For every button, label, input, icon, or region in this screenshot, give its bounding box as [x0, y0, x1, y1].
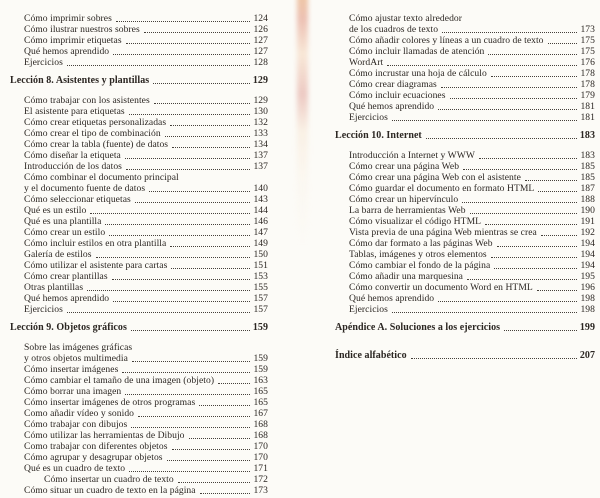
toc-entry [24, 271, 268, 282]
page-number: 190 [580, 205, 595, 216]
page-number: 194 [580, 238, 595, 249]
page-number: 153 [253, 271, 268, 282]
page-number: 198 [580, 293, 595, 304]
toc-section-heading [335, 322, 595, 333]
dot-leader [488, 54, 577, 55]
entry-title: Cómo insertar un cuadro de texto [44, 474, 174, 485]
toc-entry [349, 46, 595, 57]
toc-entry [24, 386, 268, 397]
page-number: 196 [580, 282, 595, 293]
entry-title: Cómo trabajar con los asistentes [24, 95, 150, 106]
entry-title: Cómo incluir llamadas de atención [349, 46, 485, 57]
dot-leader [126, 169, 250, 170]
entry-title: Cómo crear un estilo [24, 227, 106, 238]
page-number: 147 [253, 227, 268, 238]
page-number: 124 [253, 13, 268, 24]
toc-entry [349, 227, 595, 238]
toc-entry [24, 430, 268, 441]
page-gutter-shadow [297, 0, 308, 244]
page-number: 132 [253, 117, 268, 128]
entry-title: Cómo guardar el documento en formato HTML [349, 183, 535, 194]
toc-entry [349, 13, 595, 24]
page-number: 168 [253, 419, 268, 430]
page-number: 140 [253, 183, 268, 194]
toc-entry [24, 46, 268, 57]
toc-section-heading [10, 75, 268, 86]
entry-title: Cómo cambiar el tamaño de una imagen (objeto) [24, 375, 215, 386]
toc-entry-continuation [24, 183, 268, 194]
toc-entry [44, 474, 268, 485]
entry-title: Cómo ajustar texto alrededor [349, 13, 463, 24]
dot-leader [504, 330, 577, 331]
toc-entry [349, 304, 595, 315]
toc-entry [349, 35, 595, 46]
page-number: 171 [253, 463, 268, 474]
dot-leader [170, 246, 250, 247]
entry-title: WordArt [349, 57, 384, 68]
section-heading-label: Índice alfabético [335, 350, 407, 361]
toc-entry [24, 24, 268, 35]
page-number: 146 [253, 216, 268, 227]
entry-title: Cómo incluir estilos en otra plantilla [24, 238, 167, 249]
toc-entry [24, 205, 268, 216]
dot-leader [144, 32, 251, 33]
toc-entry [349, 194, 595, 205]
entry-title: Cómo imprimir etiquetas [24, 35, 122, 46]
page-number: 181 [580, 112, 595, 123]
toc-entry [24, 408, 268, 419]
left-page-column [10, 13, 268, 496]
dot-leader [125, 158, 251, 159]
page-number: 176 [580, 57, 595, 68]
entry-title: Como trabajar con diferentes objetos [24, 441, 168, 452]
entry-title: Cómo combinar el documento principal [24, 172, 179, 183]
dot-leader [105, 224, 250, 225]
page-number: 163 [253, 375, 268, 386]
page-number: 198 [580, 304, 595, 315]
entry-title: Como añadir vídeo y sonido [24, 408, 135, 419]
entry-title: Cómo situar un cuadro de texto en la página [24, 485, 196, 496]
entry-title: Cómo convertir un documento Word en HTML [349, 282, 533, 293]
entry-title: Qué es un cuadro de texto [24, 463, 126, 474]
entry-title: La barra de herramientas Web [349, 205, 466, 216]
section-heading-label: Lección 9. Objetos gráficos [10, 322, 127, 333]
page-number: 150 [253, 249, 268, 260]
page-number: 188 [580, 194, 595, 205]
entry-title: Cómo crear diagramas [349, 79, 437, 90]
dot-leader [200, 493, 251, 494]
page-number: 175 [580, 46, 595, 57]
section-heading-label: Lección 10. Internet [335, 130, 422, 141]
dot-leader [167, 460, 251, 461]
dot-leader [154, 103, 251, 104]
entry-title: y otros objetos multimedia [24, 353, 128, 364]
toc-entry [349, 68, 595, 79]
entry-title: Ejercicios [349, 112, 388, 123]
dot-leader [491, 257, 578, 258]
toc-entry [24, 282, 268, 293]
page-number: 199 [579, 322, 595, 333]
toc-entry [24, 150, 268, 161]
toc-entry [24, 364, 268, 375]
dot-leader [149, 191, 250, 192]
dot-leader [172, 147, 250, 148]
page-number: 127 [253, 46, 268, 57]
dot-leader [96, 257, 251, 258]
toc-entry [349, 79, 595, 90]
toc-entry [24, 227, 268, 238]
toc-entry [349, 282, 595, 293]
dot-leader [90, 213, 250, 214]
page-number: 134 [253, 139, 268, 150]
toc-entry [24, 342, 268, 353]
page-number: 175 [580, 35, 595, 46]
entry-title: Qué hemos aprendido [24, 293, 110, 304]
entry-title: Sobre las imágenes gráficas [24, 342, 133, 353]
page-number: 165 [253, 397, 268, 408]
toc-entry [24, 35, 268, 46]
entry-title: Cómo ilustrar nuestros sobres [24, 24, 140, 35]
toc-entry [24, 249, 268, 260]
toc-entry [24, 293, 268, 304]
toc-entry [349, 271, 595, 282]
entry-title: Cómo utilizar el asistente para cartas [24, 260, 168, 271]
toc-entry [349, 249, 595, 260]
dot-leader [138, 416, 250, 417]
dot-leader [411, 358, 577, 359]
dot-leader [125, 394, 250, 395]
page-number: 159 [253, 353, 268, 364]
dot-leader [170, 125, 250, 126]
page-number: 181 [580, 101, 595, 112]
toc-entry [24, 161, 268, 172]
page-number: 172 [253, 474, 268, 485]
entry-title: Introducción a Internet y WWW [349, 150, 475, 161]
entry-title: Qué es un estilo [24, 205, 87, 216]
toc-entry [24, 375, 268, 386]
page-number: 207 [579, 350, 595, 361]
dot-leader [450, 98, 578, 99]
page-number: 143 [253, 194, 268, 205]
entry-title: Cómo insertar imágenes [24, 364, 119, 375]
dot-leader [178, 482, 251, 483]
dot-leader [491, 76, 578, 77]
toc-entry [24, 441, 268, 452]
toc-entry [349, 57, 595, 68]
entry-title: Cómo crear la tabla (fuente) de datos [24, 139, 169, 150]
section-heading-label: Apéndice A. Soluciones a los ejercicios [335, 322, 501, 333]
entry-title: Qué hemos aprendido [349, 293, 435, 304]
toc-entry [349, 293, 595, 304]
dot-leader [537, 290, 578, 291]
toc-entry [349, 101, 595, 112]
entry-title: Cómo crear etiquetas personalizadas [24, 117, 167, 128]
toc-entry [24, 452, 268, 463]
entry-title: Cómo agrupar y desagrupar objetos [24, 452, 163, 463]
entry-title: Ejercicios [24, 304, 63, 315]
dot-leader [463, 169, 577, 170]
entry-title: Cómo dar formato a las páginas Web [349, 238, 493, 249]
page-number: 183 [579, 130, 595, 141]
toc-entry [349, 183, 595, 194]
toc-entry [24, 57, 268, 68]
entry-title: Cómo crear plantillas [24, 271, 108, 282]
page-number: 187 [580, 183, 595, 194]
page-number: 178 [580, 79, 595, 90]
page-number: 170 [253, 441, 268, 452]
toc-entry [24, 304, 268, 315]
toc-entry [24, 95, 268, 106]
page-number: 137 [253, 161, 268, 172]
dot-leader [122, 372, 250, 373]
dot-leader [112, 279, 251, 280]
entry-title: Cómo crear el tipo de combinación [24, 128, 161, 139]
toc-entry [24, 419, 268, 430]
entry-title: Ejercicios [24, 57, 63, 68]
toc-entry [349, 260, 595, 271]
toc-section-heading [335, 350, 595, 361]
page-number: 170 [253, 452, 268, 463]
page-number: 192 [580, 227, 595, 238]
entry-title: Cómo crear una página Web [349, 161, 460, 172]
entry-title: Qué es una plantilla [24, 216, 102, 227]
entry-title: Cómo insertar imágenes de otros programas [24, 397, 196, 408]
dot-leader [467, 279, 577, 280]
page-number: 128 [253, 57, 268, 68]
entry-title: Qué hemos aprendido [24, 46, 110, 57]
toc-entry [24, 139, 268, 150]
toc-entry [24, 238, 268, 249]
page-number: 179 [580, 90, 595, 101]
toc-entry-continuation [349, 24, 595, 35]
dot-leader [494, 268, 577, 269]
toc-entry [349, 112, 595, 123]
page-number: 185 [580, 172, 595, 183]
page-number: 194 [580, 260, 595, 271]
toc-entry [349, 238, 595, 249]
page-number: 159 [253, 364, 268, 375]
dot-leader [442, 32, 577, 33]
page-number: 130 [253, 106, 268, 117]
page-number: 173 [580, 24, 595, 35]
toc-entry [24, 194, 268, 205]
page-number: 167 [253, 408, 268, 419]
dot-leader [470, 213, 578, 214]
dot-leader [113, 301, 250, 302]
dot-leader [131, 330, 250, 331]
toc-entry [24, 485, 268, 496]
page-number: 168 [253, 430, 268, 441]
dot-leader [441, 87, 578, 88]
toc-section-heading [335, 130, 595, 141]
page-number: 149 [253, 238, 268, 249]
dot-leader [426, 138, 577, 139]
dot-leader [126, 43, 251, 44]
dot-leader [153, 83, 250, 84]
dot-leader [171, 268, 250, 269]
toc-entry [24, 463, 268, 474]
page-number: 137 [253, 150, 268, 161]
entry-title: Cómo incluir ecuaciones [349, 90, 446, 101]
dot-leader [479, 158, 578, 159]
dot-leader [67, 312, 251, 313]
page-number: 129 [253, 95, 268, 106]
page-number: 155 [253, 282, 268, 293]
page-number: 165 [253, 386, 268, 397]
toc-entry [24, 13, 268, 24]
toc-entry [349, 150, 595, 161]
toc-entry [24, 128, 268, 139]
entry-title: Otras plantillas [24, 282, 84, 293]
dot-leader [116, 21, 251, 22]
page-number: 191 [580, 216, 595, 227]
entry-title: Vista previa de una página Web mientras se crea [349, 227, 537, 238]
page-number: 151 [253, 260, 268, 271]
toc-entry [24, 106, 268, 117]
dot-leader [199, 405, 250, 406]
page-number: 129 [252, 75, 268, 86]
toc-entry-continuation [24, 353, 268, 364]
page-number: 126 [253, 24, 268, 35]
dot-leader [87, 290, 250, 291]
page-number: 173 [253, 485, 268, 496]
entry-title: y el documento fuente de datos [24, 183, 146, 194]
dot-leader [548, 43, 578, 44]
entry-title: de los cuadros de texto [349, 24, 439, 35]
dot-leader [387, 65, 577, 66]
entry-title: Qué hemos aprendido [349, 101, 435, 112]
dot-leader [189, 438, 251, 439]
dot-leader [135, 202, 251, 203]
page-number: 157 [253, 293, 268, 304]
dot-leader [129, 471, 250, 472]
toc-entry [349, 205, 595, 216]
dot-leader [132, 361, 251, 362]
dot-leader [438, 301, 577, 302]
section-heading-label: Lección 8. Asistentes y plantillas [10, 75, 150, 86]
entry-title: Cómo trabajar con dibujos [24, 419, 128, 430]
toc-section-heading [10, 322, 268, 333]
entry-title: Cómo visualizar el código HTML [349, 216, 482, 227]
entry-title: Cómo seleccionar etiquetas [24, 194, 131, 205]
dot-leader [218, 383, 250, 384]
dot-leader [392, 312, 578, 313]
page-number: 178 [580, 68, 595, 79]
page-number: 183 [580, 150, 595, 161]
dot-leader [172, 449, 251, 450]
page-number: 185 [580, 161, 595, 172]
toc-entry [349, 90, 595, 101]
entry-title: Cómo cambiar el fondo de la página [349, 260, 491, 271]
dot-leader [438, 109, 577, 110]
toc-entry [24, 397, 268, 408]
entry-title: Cómo imprimir sobres [24, 13, 112, 24]
dot-leader [541, 235, 578, 236]
dot-leader [462, 202, 577, 203]
dot-leader [129, 114, 251, 115]
toc-entry [24, 172, 268, 183]
toc-entry [349, 216, 595, 227]
dot-leader [497, 246, 578, 247]
entry-title: Cómo diseñar la etiqueta [24, 150, 121, 161]
toc-entry [349, 172, 595, 183]
entry-title: Cómo utilizar las herramientas de Dibujo [24, 430, 185, 441]
page-number: 144 [253, 205, 268, 216]
page-number: 127 [253, 35, 268, 46]
entry-title: Cómo añadir colores y líneas a un cuadro de texto [349, 35, 544, 46]
entry-title: Cómo crear un hipervínculo [349, 194, 459, 205]
entry-title: Ejercicios [349, 304, 388, 315]
right-page-column [335, 13, 595, 370]
dot-leader [525, 180, 578, 181]
entry-title: Cómo incrustar una hoja de cálculo [349, 68, 487, 79]
page-number: 159 [252, 322, 268, 333]
toc-entry [24, 117, 268, 128]
entry-title: Cómo crear una página Web con el asistente [349, 172, 521, 183]
dot-leader [131, 427, 250, 428]
dot-leader [165, 136, 251, 137]
entry-title: Introducción de los datos [24, 161, 122, 172]
entry-title: Cómo añadir una marquesina [349, 271, 463, 282]
dot-leader [109, 235, 250, 236]
dot-leader [113, 54, 250, 55]
page-number: 133 [253, 128, 268, 139]
entry-title: El asistente para etiquetas [24, 106, 125, 117]
page-number: 195 [580, 271, 595, 282]
dot-leader [485, 224, 577, 225]
dot-leader [538, 191, 577, 192]
dot-leader [392, 120, 578, 121]
page-number: 194 [580, 249, 595, 260]
entry-title: Tablas, imágenes y otros elementos [349, 249, 487, 260]
toc-entry [349, 161, 595, 172]
entry-title: Cómo borrar una imagen [24, 386, 122, 397]
dot-leader [67, 65, 251, 66]
toc-entry [24, 260, 268, 271]
page-number: 157 [253, 304, 268, 315]
entry-title: Galería de estilos [24, 249, 92, 260]
toc-entry [24, 216, 268, 227]
